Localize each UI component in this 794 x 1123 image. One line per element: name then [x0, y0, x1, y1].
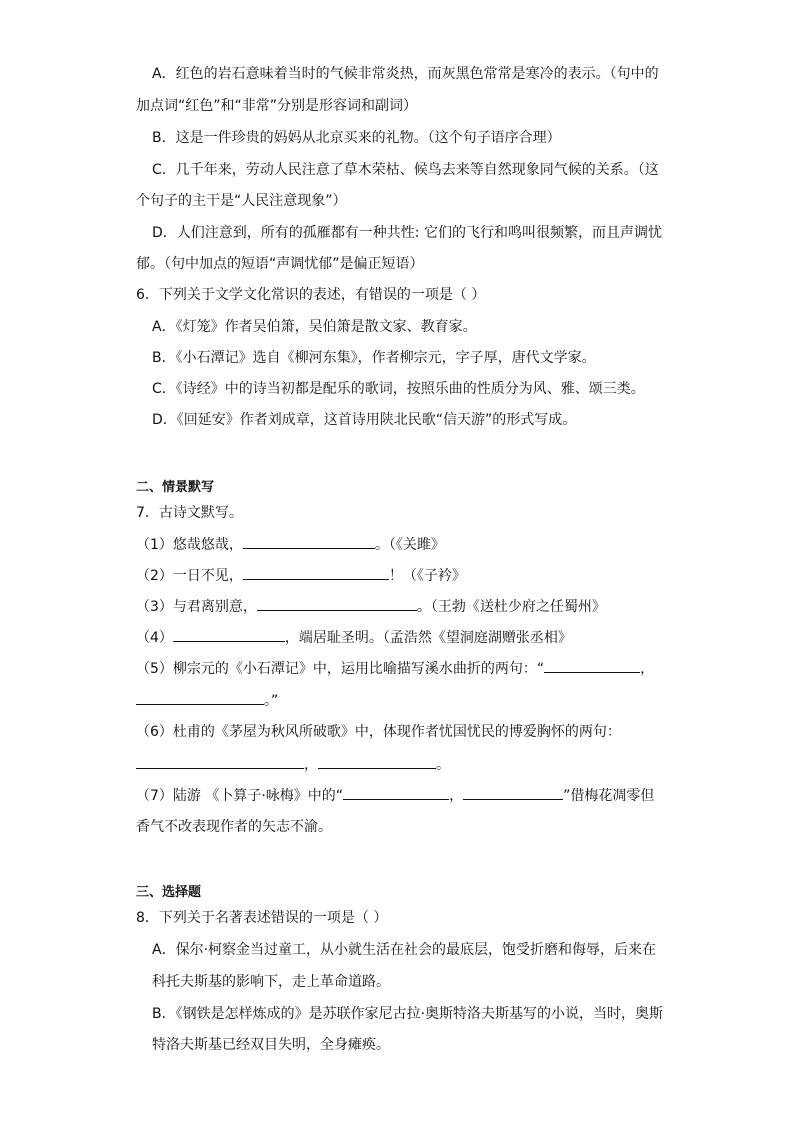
q7-item-7-line1: [136, 785, 654, 806]
q7-item-4: [136, 627, 572, 648]
q7-item-5-line2: [136, 690, 278, 711]
q7-item-5-comma: ，: [640, 661, 655, 677]
q7-blank-5a[interactable]: [544, 658, 640, 673]
q6-option-d: D．《回延安》作者刘成章，这首诗用陕北民歌“信天游”的形式写成。: [152, 412, 577, 428]
q7-item-6-end: 。: [436, 757, 450, 773]
q7-item-5-line1: [136, 658, 654, 679]
q5-option-a-line2: 加点词“红色”和“非常”分别是形容词和副词）: [136, 98, 418, 114]
q7-blank-1[interactable]: [243, 534, 375, 549]
q7-item-1-suffix: 。（《关雎》: [374, 537, 445, 553]
q8-option-b-line1: B．《钢铁是怎样炼成的》是苏联作家尼古拉·奥斯特洛夫斯基写的小说，当时，奥斯: [152, 1006, 664, 1022]
q8-option-a-line2: 科托夫斯基的影响下，走上革命道路。: [152, 974, 390, 990]
q7-item-6-line1: （6）杜甫的《茅屋为秋风所破歌》中，体现作者忧国忧民的博爱胸怀的两句：: [136, 724, 621, 740]
section-3-title: 三、选择题: [136, 885, 202, 900]
q6-option-a: A．《灯笼》作者吴伯箫，吴伯箫是散文家、教育家。: [152, 319, 477, 335]
q7-blank-6a[interactable]: [136, 754, 304, 769]
q7-item-2: [136, 565, 466, 586]
q7-item-1: [136, 534, 445, 555]
q7-item-5-prefix: （5）柳宗元的《小石潭记》中，运用比喻描写溪水曲折的两句：“: [136, 661, 545, 677]
q7-stem: 7．古诗文默写。: [136, 505, 243, 521]
q5-option-b: B．这是一件珍贵的妈妈从北京买来的礼物。（这个句子语序合理）: [152, 130, 561, 146]
q5-option-d-line1: D．人们注意到，所有的孤雁都有一种共性: 它们的飞行和鸣叫很频繁，而且声调忧: [152, 225, 662, 241]
q7-item-3: [136, 596, 606, 617]
q7-item-4-suffix: ，端居耻圣明。（孟浩然《望洞庭湖赠张丞相》: [284, 630, 572, 646]
q6-option-b: B．《小石潭记》选自《柳河东集》，作者柳宗元，字子厚，唐代文学家。: [152, 350, 596, 366]
q7-item-3-suffix: 。（王勃《送杜少府之任蜀州》: [416, 599, 606, 615]
q7-item-3-prefix: （3）与君离别意，: [136, 599, 257, 615]
q8-option-b-line2: 特洛夫斯基已经双目失明，全身瘫痪。: [152, 1037, 390, 1053]
section-2-title: 二、情景默写: [136, 480, 215, 495]
q5-option-a-line1: A．红色的岩石意味着当时的气候非常炎热，而灰黑色常常是寒冷的表示。（句中的: [152, 66, 659, 82]
q8-option-a-line1: A．保尔·柯察金当过童工，从小就生活在社会的最底层，饱受折磨和侮辱，后来在: [152, 942, 657, 958]
q7-item-6-comma: ，: [304, 757, 318, 773]
q7-blank-2[interactable]: [243, 565, 389, 580]
q5-option-d-line2: 郁。（句中加点的短语“声调忧郁”是偏正短语）: [136, 256, 424, 272]
q8-stem: 8．下列关于名著表述错误的一项是（ ）: [136, 910, 388, 926]
q5-option-c-line1: C．几千年来，劳动人民注意了草木荣枯、候鸟去来等自然现象同气候的关系。（这: [152, 162, 659, 178]
q7-item-6-line2: [136, 754, 450, 775]
q7-item-7-line2: 香气不改表现作者的矢志不渝。: [136, 819, 332, 835]
q7-blank-6b[interactable]: [318, 754, 436, 769]
q6-option-c: C．《诗经》中的诗当初都是配乐的歌词，按照乐曲的性质分为风、雅、颂三类。: [152, 381, 645, 397]
q7-item-7-suffix: ”借梅花凋零但: [563, 788, 655, 804]
q7-item-7-prefix: （7）陆游 《卜算子·咏梅》中的“: [136, 788, 344, 804]
q7-blank-5b[interactable]: [136, 690, 264, 705]
q7-blank-4[interactable]: [173, 627, 285, 642]
q7-item-4-prefix: （4）: [136, 630, 173, 646]
q7-item-1-prefix: （1）悠哉悠哉，: [136, 537, 243, 553]
q7-item-5-end: 。”: [264, 693, 279, 709]
q5-option-c-line2: 个句子的主干是“人民注意现象”）: [136, 193, 347, 209]
q7-item-2-prefix: （2）一日不见，: [136, 568, 243, 584]
q7-blank-7a[interactable]: [343, 785, 449, 800]
q6-stem: 6．下列关于文学文化常识的表述，有错误的一项是（ ）: [136, 287, 486, 303]
q7-item-2-suffix: ！（《子衿》: [388, 568, 466, 584]
q7-blank-7b[interactable]: [463, 785, 563, 800]
q7-item-7-comma: ，: [449, 788, 464, 804]
q7-blank-3[interactable]: [257, 596, 417, 611]
